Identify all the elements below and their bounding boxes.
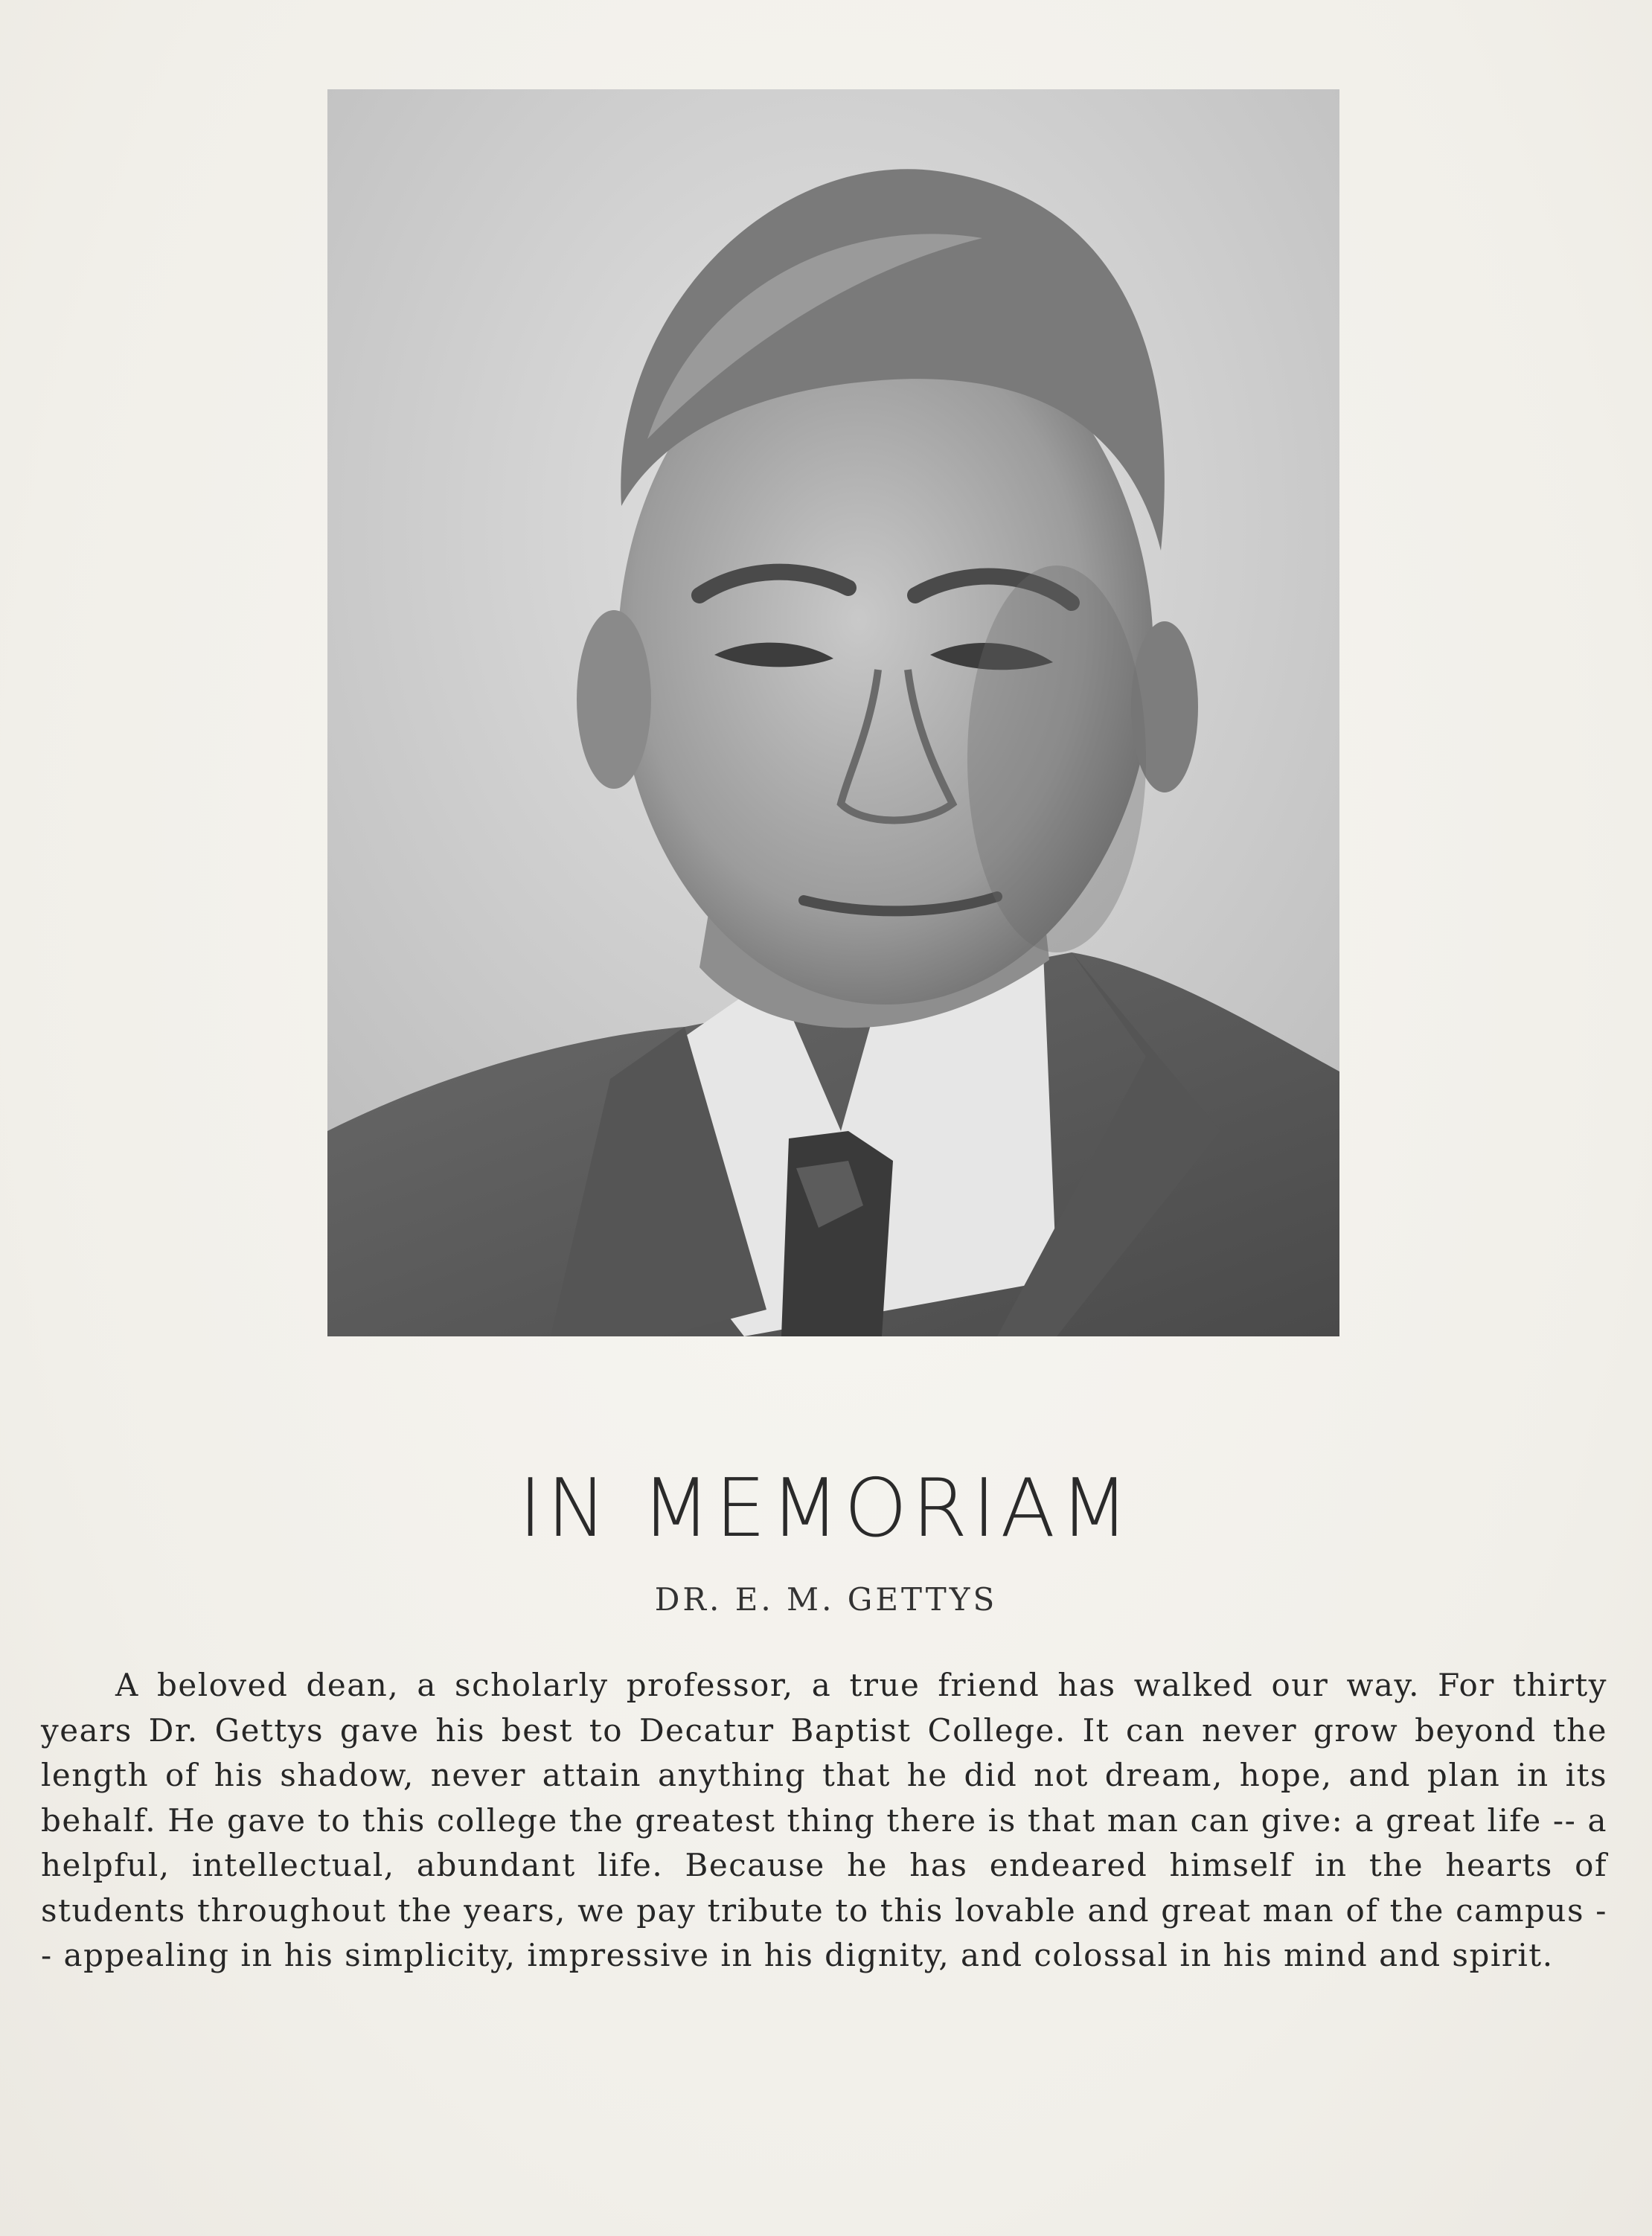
tribute-paragraph xyxy=(41,1663,1607,1979)
page-title: IN MEMORIAM xyxy=(518,1462,1134,1555)
honoree-name: DR. E. M. GETTYS xyxy=(654,1581,998,1618)
portrait-photo xyxy=(327,89,1339,1336)
portrait-image xyxy=(327,89,1339,1336)
tribute-text: A beloved dean, a scholarly professor, a true friend has walked our way. For thirty years Dr. Gettys gave his best to Decatur Baptist College. It can never grow beyond the length of his shadow, never attain anything that he did not dream, hope, and plan in its behalf. He gave to this college the greatest thing there is that man can give: a great life -- a helpful, intellectual, abundant life. Because he has endeared himself in the hearts of students throughout the years, we pay tribute to this lovable and great man of the campus -- appealing in his simplicity, impressive in his dignity, and colossal in his mind and spirit. xyxy=(41,1667,1607,1973)
